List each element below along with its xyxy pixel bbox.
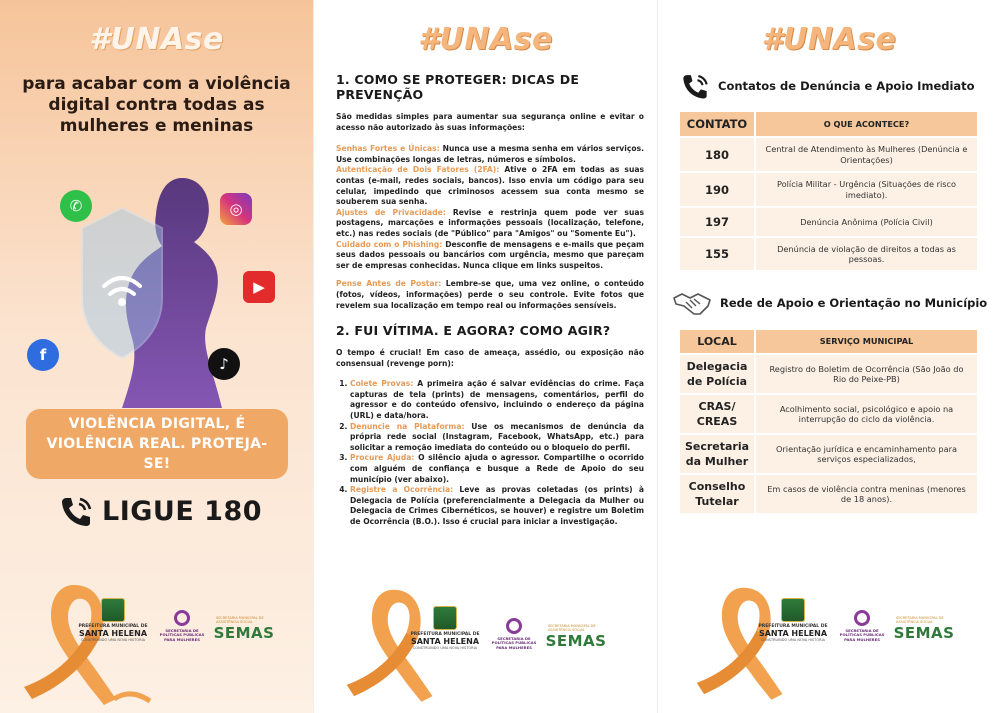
prefeitura-top: PREFEITURA MUNICIPAL DE xyxy=(78,624,148,629)
network-desc: Registro do Boletim de Ocorrência (São João do Rio do Peixe-PB) xyxy=(769,363,964,384)
table-row xyxy=(680,208,977,238)
tip-label: Pense Antes de Postar: xyxy=(336,279,442,289)
network-title: Rede de Apoio e Orientação no Município xyxy=(720,296,988,310)
tip-item xyxy=(336,165,644,207)
tip-label: Ajustes de Privacidade: xyxy=(336,207,446,217)
steps-list xyxy=(336,379,644,527)
prefeitura-logo xyxy=(758,598,828,642)
venus-icon xyxy=(174,610,190,626)
step-item xyxy=(350,379,644,421)
step-label: Procure Ajuda: xyxy=(350,453,415,463)
crest-icon xyxy=(781,598,805,622)
step-item xyxy=(350,422,644,454)
prefeitura-name: SANTA HELENA xyxy=(78,629,148,638)
handshake-icon xyxy=(672,288,712,318)
prefeitura-logo xyxy=(78,598,148,642)
info-content xyxy=(336,72,644,528)
semas-top: SECRETARIA MUNICIPAL DE ASSISTÊNCIA SOCIAL xyxy=(896,616,944,624)
prefeitura-logo xyxy=(410,606,480,650)
phone-icon xyxy=(58,495,94,527)
tip-label: Senhas Fortes e Únicas: xyxy=(336,144,440,154)
step-item xyxy=(350,485,644,527)
tip-text: Ative o 2FA em todas as suas contas (e-mail, redes sociais, bancos). Isso envia um código para seu celular, impedindo que criminosos acessem sua conta mesmo se souberem sua senha. xyxy=(336,165,644,207)
step-label: Denuncie na Plataforma: xyxy=(350,421,465,431)
secretaria-logo xyxy=(158,610,206,643)
semas-text: SEMAS xyxy=(893,624,955,642)
prefeitura-top: PREFEITURA MUNICIPAL DE xyxy=(758,624,828,629)
secretaria-text: SECRETARIA DE POLÍTICAS PÚBLICAS PARA MULHERES xyxy=(839,627,885,642)
table-row xyxy=(680,138,977,173)
contacts-table xyxy=(680,112,977,272)
contacts-title: Contatos de Denúncia e Apoio Imediato xyxy=(718,79,975,93)
network-heading xyxy=(672,288,987,318)
table-row xyxy=(680,238,977,272)
contact-desc: Denúncia Anônima (Polícia Civil) xyxy=(800,216,933,227)
hashtag-title: #UNAse xyxy=(761,22,897,57)
prefeitura-sub: CONSTRUINDO UMA NOVA HISTÓRIA xyxy=(80,638,146,642)
partner-logos xyxy=(758,598,955,642)
network-local: Delegacia de Polícia xyxy=(680,355,756,393)
step-label: Registre a Ocorrência: xyxy=(350,485,454,495)
hashtag-title: #UNAse xyxy=(89,22,224,57)
step-item xyxy=(350,453,644,485)
header-local: LOCAL xyxy=(680,330,756,353)
table-header xyxy=(680,330,977,355)
secretaria-text: SECRETARIA DE POLÍTICAS PÚBLICAS PARA MULHERES xyxy=(491,635,537,650)
secretaria-logo xyxy=(838,610,886,643)
header-servico: SERVIÇO MUNICIPAL xyxy=(819,336,914,347)
crest-icon xyxy=(433,606,457,630)
tiktok-icon: ♪ xyxy=(208,348,240,380)
phone-icon xyxy=(680,72,710,100)
table-header xyxy=(680,112,977,138)
tip-label: Cuidado com o Phishing: xyxy=(336,239,443,249)
semas-text: SEMAS xyxy=(545,632,607,650)
cover-subtitle: para acabar com a violência digital contra todas as mulheres e meninas xyxy=(22,74,291,136)
partner-logos xyxy=(410,606,607,650)
contact-number: 180 xyxy=(680,138,756,171)
step-label: Colete Provas: xyxy=(350,379,414,389)
secretaria-logo xyxy=(490,618,538,651)
section1-intro: São medidas simples para aumentar sua segurança online e evitar o acesso não autorizado às suas informações: xyxy=(336,112,644,132)
hashtag-title: #UNAse xyxy=(418,22,553,57)
tip-text: Desconfie de mensagens e e-mails que peçam seus dados pessoais ou bancários com urgência, mesmo que pareçam ser de empresas conhecidas. Nunca clique em links suspeitos. xyxy=(336,239,644,270)
contacts-panel xyxy=(657,0,1000,713)
prefeitura-sub: CONSTRUINDO UMA NOVA HISTÓRIA xyxy=(412,646,478,650)
section2-intro: O tempo é crucial! Em caso de ameaça, assédio, ou exposição não consensual (revenge porn): xyxy=(336,348,644,368)
semas-top: SECRETARIA MUNICIPAL DE ASSISTÊNCIA SOCIAL xyxy=(548,624,596,632)
network-desc: Em casos de violência contra meninas (menores de 18 anos). xyxy=(767,483,966,504)
semas-logo xyxy=(893,616,955,642)
tip-text: Revise e restrinja quem pode ver suas postagens, marcações e informações pessoais (localização, telefone, etc.) nas redes sociais (de "Público" para "Amigos" ou "Somente Eu"). xyxy=(336,207,645,238)
tip-item xyxy=(336,279,644,311)
partner-logos xyxy=(78,598,275,642)
crest-icon xyxy=(101,598,125,622)
venus-icon xyxy=(854,610,870,626)
contact-number: 155 xyxy=(680,238,756,270)
header-acontece: O QUE ACONTECE? xyxy=(823,118,910,129)
header-contato: CONTATO xyxy=(680,112,756,136)
network-local: CRAS/ CREAS xyxy=(680,395,756,433)
network-local: Conselho Tutelar xyxy=(680,475,756,513)
prefeitura-name: SANTA HELENA xyxy=(410,637,480,646)
semas-logo xyxy=(213,616,275,642)
info-panel xyxy=(313,0,657,713)
contact-number: 190 xyxy=(680,173,756,206)
tip-label: Autenticação de Dois Fatores (2FA): xyxy=(336,165,500,175)
prefeitura-name: SANTA HELENA xyxy=(758,629,828,638)
contact-desc: Denúncia de violação de direitos a todas as pessoas. xyxy=(777,243,956,264)
network-desc: Orientação jurídica e encaminhamento para serviços especializados, xyxy=(775,443,958,464)
step-text: Leve as provas coletadas (os prints) à Delegacia de Polícia (preferencialmente a Delegacia da Mulher ou Delegacia de Crimes Cibernéticos, se houver) e registre um Boletim de Ocorrência (B.O.). Isso é crucial para iniciar a investigação. xyxy=(350,485,644,526)
semas-logo xyxy=(545,624,607,650)
network-local: Secretaria da Mulher xyxy=(680,435,756,473)
semas-top: SECRETARIA MUNICIPAL DE ASSISTÊNCIA SOCIAL xyxy=(216,616,264,624)
prefeitura-sub: CONSTRUINDO UMA NOVA HISTÓRIA xyxy=(760,638,826,642)
table-row xyxy=(680,355,977,395)
section2-title: 2. FUI VÍTIMA. E AGORA? COMO AGIR? xyxy=(336,323,611,339)
tip-text: Lembre-se que, uma vez online, o conteúdo (fotos, vídeos, informações) perde o seu controle. Evite fotos que revelem sua localização em tempo real ou informações sensíveis. xyxy=(336,279,645,310)
section1-title: 1. COMO SE PROTEGER: DICAS DE PREVENÇÃO xyxy=(336,72,580,102)
step-text: A primeira ação é salvar evidências do crime. Faça capturas de tela (prints) de mensagens, comentários, perfil do agressor e do conteúdo ofensivo, incluindo o endereço da página (URL) e data/hora. xyxy=(350,379,644,421)
contacts-heading xyxy=(680,72,975,100)
tip-item xyxy=(336,240,644,272)
tip-item xyxy=(336,208,644,240)
cover-panel xyxy=(0,0,313,713)
call-180 xyxy=(58,495,262,527)
venus-icon xyxy=(506,618,522,634)
warning-banner: VIOLÊNCIA DIGITAL, É VIOLÊNCIA REAL. PROTEJA-SE! xyxy=(26,409,288,479)
tip-item xyxy=(336,144,644,165)
contact-number: 197 xyxy=(680,208,756,236)
call-text: LIGUE 180 xyxy=(102,495,263,527)
contact-desc: Polícia Militar - Urgência (Situações de risco imediato). xyxy=(776,179,957,200)
step-text: Use os mecanismos de denúncia da própria rede social (Instagram, Facebook, WhatsApp, etc.) para solicitar a remoção imediata do conteúdo ou o bloqueio do perfil. xyxy=(350,421,644,452)
instagram-icon: ◎ xyxy=(220,193,252,225)
facebook-icon: f xyxy=(27,339,59,371)
table-row xyxy=(680,173,977,208)
network-table xyxy=(680,330,977,515)
secretaria-text: SECRETARIA DE POLÍTICAS PÚBLICAS PARA MULHERES xyxy=(159,627,205,642)
table-row xyxy=(680,475,977,515)
contact-desc: Central de Atendimento às Mulheres (Denúncia e Orientações) xyxy=(765,144,968,165)
step-text: O silêncio ajuda o agressor. Compartilhe o ocorrido com alguém de confiança e busque a Rede de Apoio do seu município (ver abaixo). xyxy=(350,453,644,484)
semas-text: SEMAS xyxy=(213,624,275,642)
tip-text: Nunca use a mesma senha em vários serviços. Use combinações longas de letras, números e símbolos. xyxy=(336,144,644,164)
table-row xyxy=(680,395,977,435)
whatsapp-icon: ✆ xyxy=(60,190,92,222)
youtube-icon: ▶ xyxy=(243,271,275,303)
prefeitura-top: PREFEITURA MUNICIPAL DE xyxy=(410,632,480,637)
table-row xyxy=(680,435,977,475)
network-desc: Acolhimento social, psicológico e apoio na interrupção do ciclo da violência. xyxy=(779,403,954,424)
